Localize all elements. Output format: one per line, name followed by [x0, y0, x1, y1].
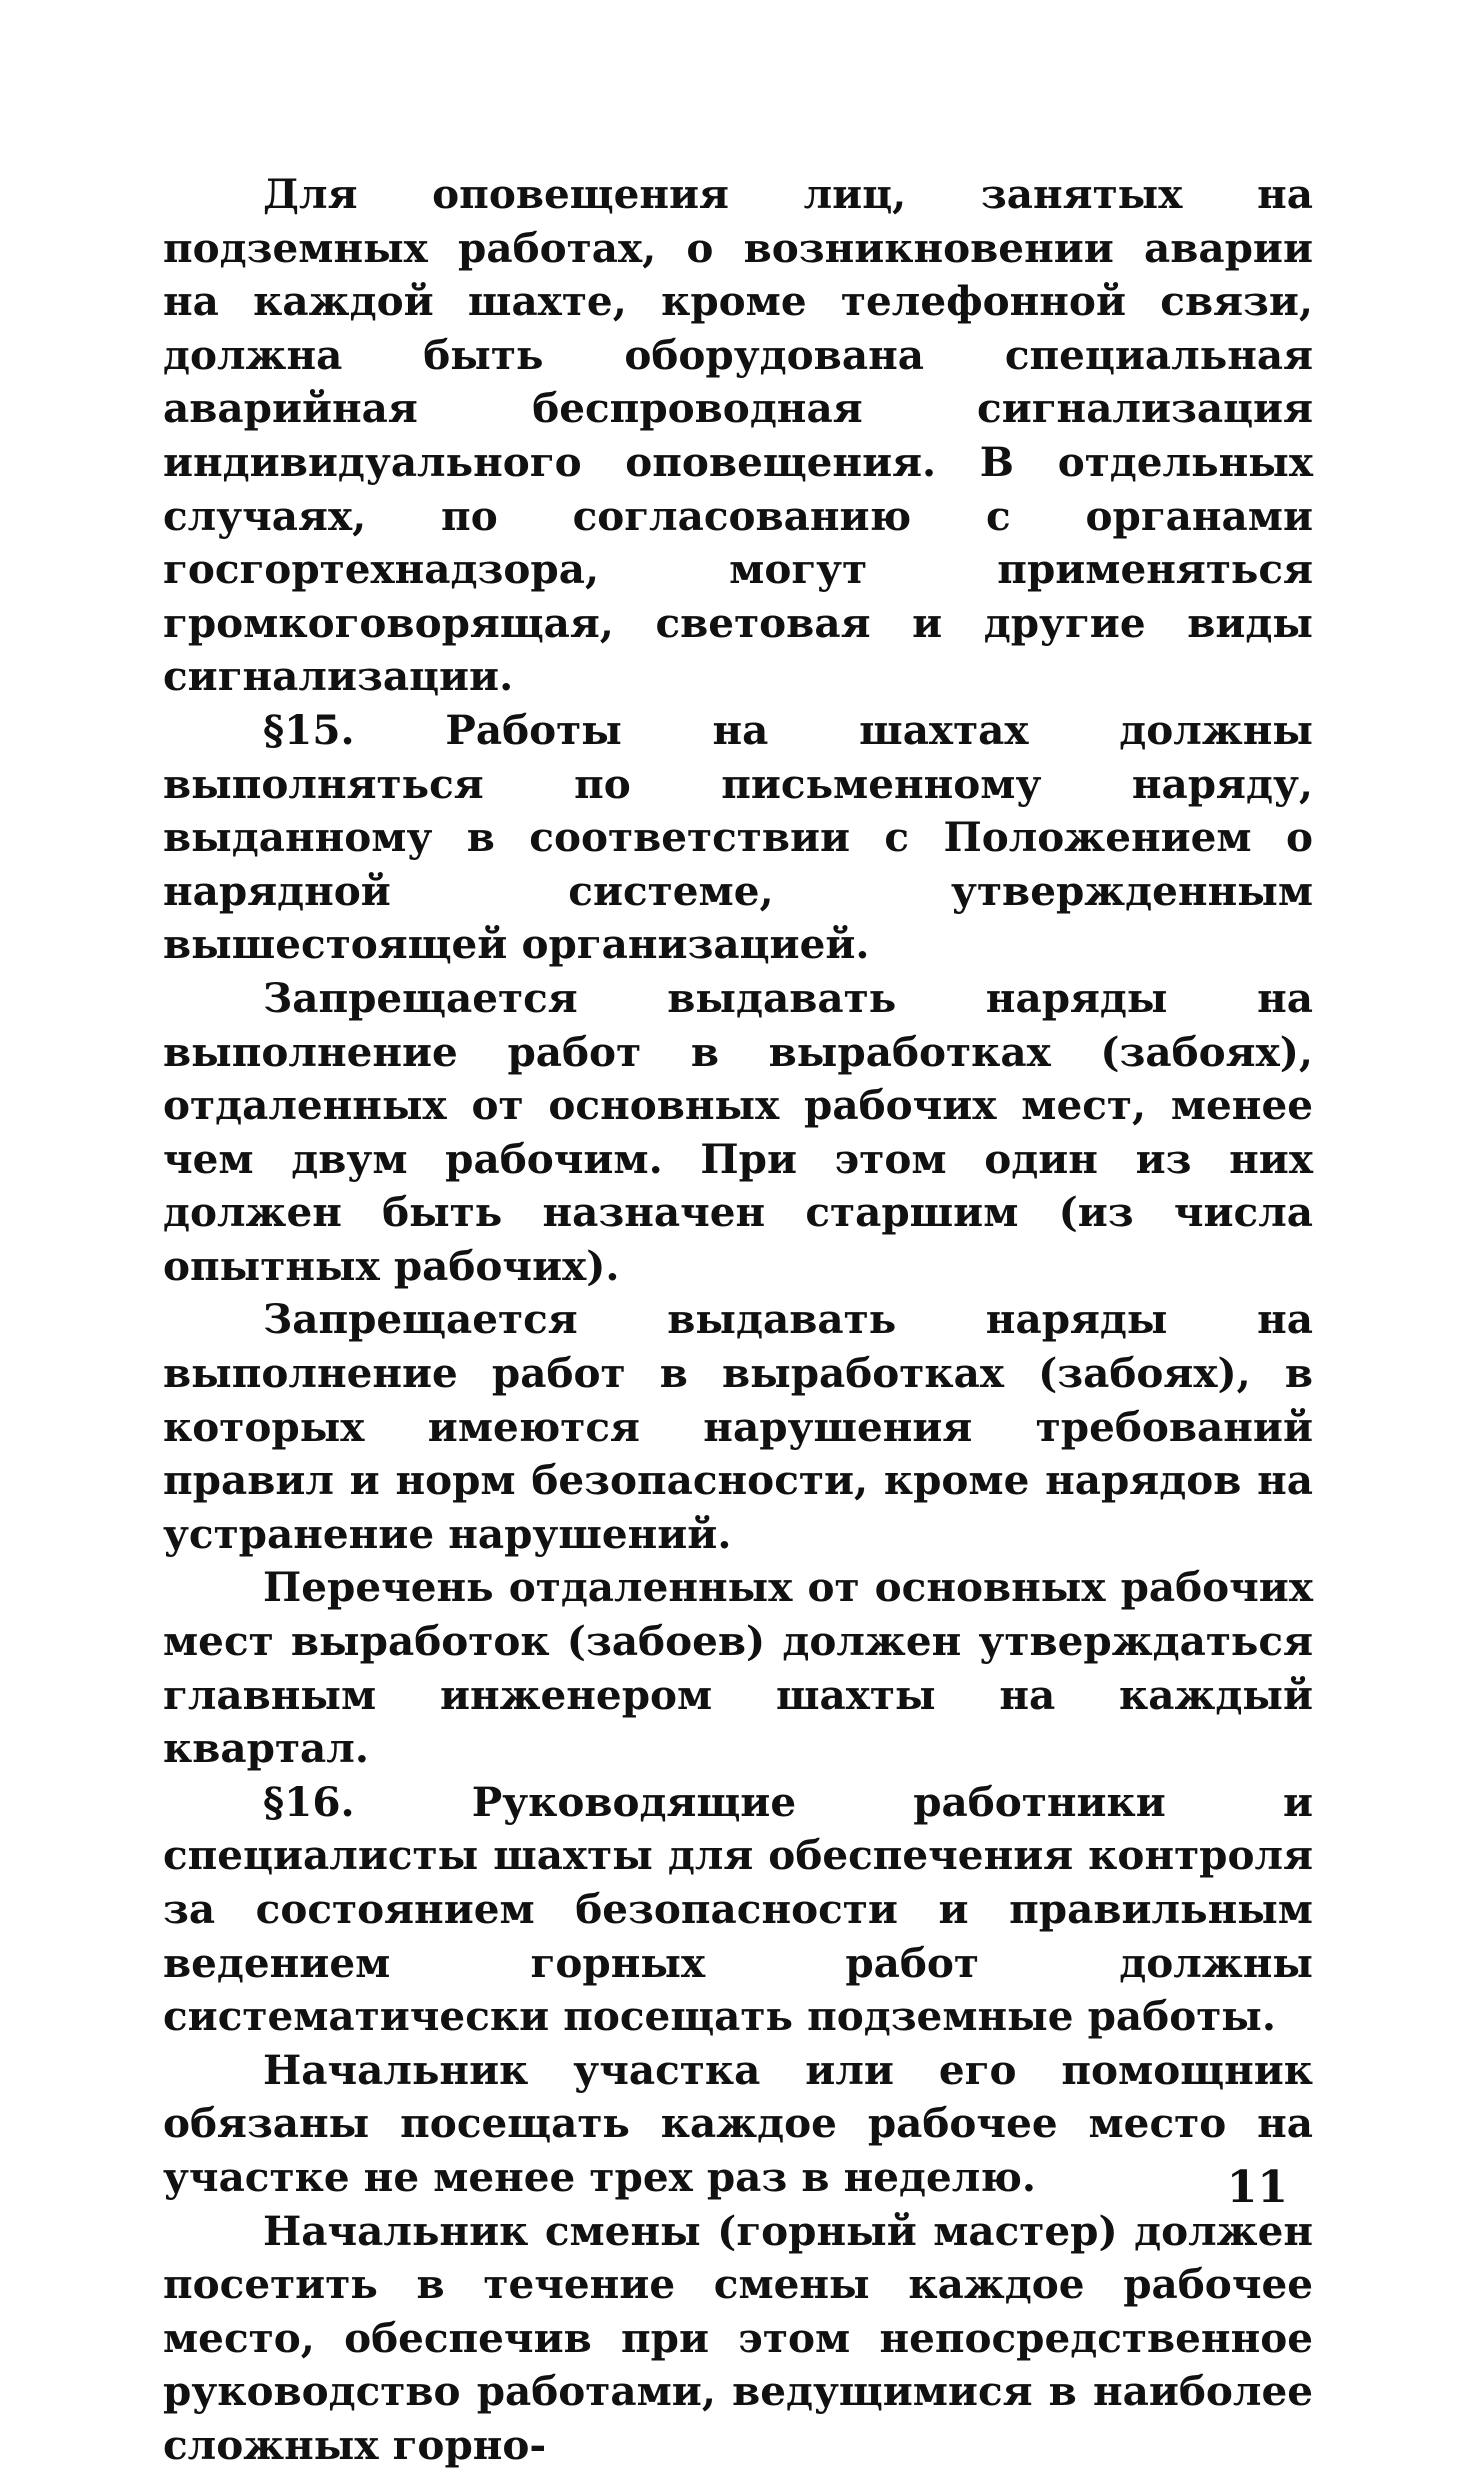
paragraph-section-15-work-orders: §15. Работы на шахтах должны выполняться по письменному наряду, выданному в соответствии с Положением о нарядной системе, утвержденным вышестоящей организацией. [163, 705, 1313, 969]
paragraph-alert-signaling: Для оповещения лиц, занятых на подземных работах, о возникновении аварии на каждой шахте, кроме телефонной связи, должна быть оборудована специальная аварийная беспроводная сигнализация индивидуального оповещения. В отдельных случаях, по согласованию с органами госгортехнадзора, могут применяться громкоговорящая, световая и другие виды сигнализации. [163, 170, 1313, 701]
body-text [163, 168, 1313, 2473]
paragraph-shift-chief-visits: Начальник смены (горный мастер) должен посетить в течение смены каждое рабочее место, обеспечив при этом непосредственное руководство работами, ведущимися в наиболее сложных горно- [163, 2206, 1313, 2469]
paragraph-remote-workplaces-ban: Запрещается выдавать наряды на выполнение работ в выработках (забоях), отдаленных от основных рабочих мест, менее чем двум рабочим. При этом один из них должен быть назначен старшим (из числа опытных рабочих). [163, 973, 1313, 1290]
paragraph-section-chief-visits: Начальник участка или его помощник обязаны посещать каждое рабочее место на участке не менее трех раз в неделю. [163, 2045, 1313, 2201]
paragraph-safety-violations-ban: Запрещается выдавать наряды на выполнение работ в выработках (забоях), в которых имеются нарушения требований правил и норм безопасности, кроме нарядов на устранение нарушений. [163, 1295, 1313, 1558]
paragraph-remote-workplaces-list: Перечень отдаленных от основных рабочих мест выработок (забоев) должен утверждаться главным инженером шахты на каждый квартал. [163, 1563, 1313, 1773]
page-number: 11 [1226, 2162, 1288, 2213]
paragraph-section-16-supervision: §16. Руководящие работники и специалисты шахты для обеспечения контроля за состоянием безопасности и правильным ведением горных работ должны систематически посещать подземные работы. [163, 1777, 1313, 2041]
